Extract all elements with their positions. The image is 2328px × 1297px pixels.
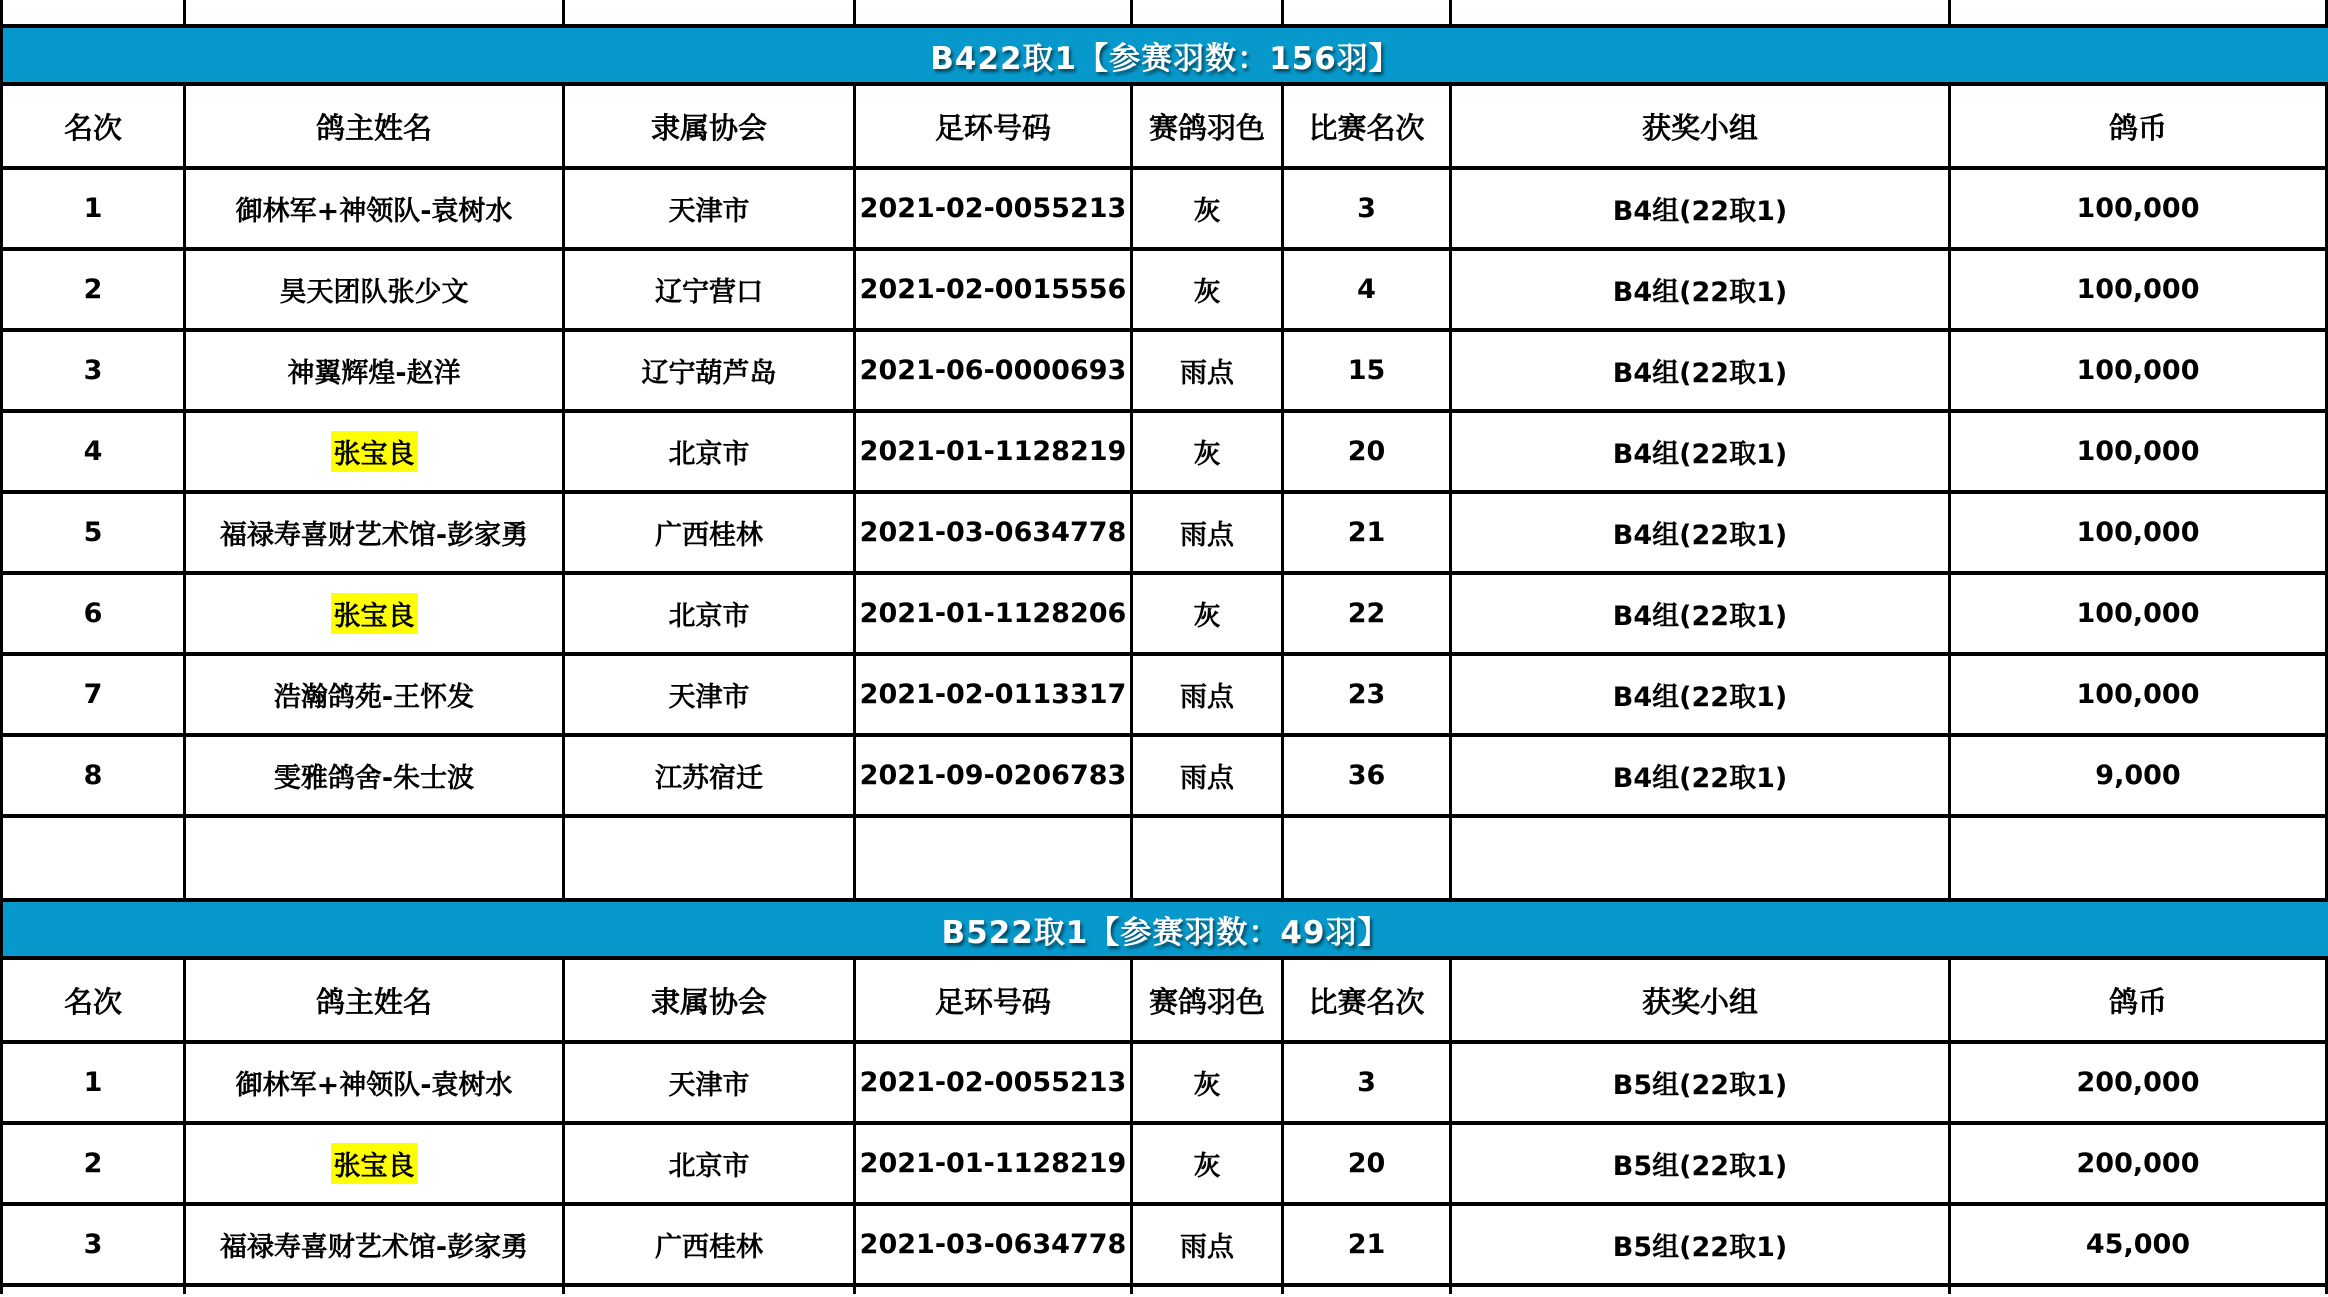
table-row — [3, 1125, 2328, 1206]
cell-feather-color: 灰 — [1133, 1125, 1284, 1206]
cell-empty-feather-color — [1133, 1287, 1284, 1294]
cell-owner: 雯雅鸽舍-朱士波 — [186, 737, 565, 818]
cell-owner: 浩瀚鸽苑-王怀发 — [186, 656, 565, 737]
column-header-award-group: 获奖小组 — [1452, 960, 1951, 1044]
column-header-owner: 鸽主姓名 — [186, 960, 565, 1044]
cell-empty-award-group — [1452, 0, 1951, 28]
cell-owner: 福禄寿喜财艺术馆-彭家勇 — [186, 1206, 565, 1287]
cell-feather-color: 灰 — [1133, 251, 1284, 332]
cell-empty-feather-color — [1133, 818, 1284, 902]
cell-award-group: B4组(22取1) — [1452, 656, 1951, 737]
cell-prize: 100,000 — [1951, 494, 2328, 575]
column-header-prize: 鸽币 — [1951, 960, 2328, 1044]
cell-prize: 9,000 — [1951, 737, 2328, 818]
table-row — [3, 332, 2328, 413]
table-row — [3, 575, 2328, 656]
cell-ring-number: 2021-02-0113317 — [856, 656, 1133, 737]
cell-empty-owner — [186, 1287, 565, 1294]
cell-association: 广西桂林 — [565, 494, 856, 575]
table-row — [3, 413, 2328, 494]
cell-ring-number: 2021-01-1128219 — [856, 413, 1133, 494]
cell-race-rank: 23 — [1284, 656, 1452, 737]
cell-rank: 4 — [3, 413, 186, 494]
cell-rank: 2 — [3, 1125, 186, 1206]
section-title: B422取1【参赛羽数：156羽】 — [3, 28, 2328, 86]
cell-association: 广西桂林 — [565, 1206, 856, 1287]
cell-owner — [186, 1125, 565, 1206]
cell-rank: 1 — [3, 170, 186, 251]
column-header-owner: 鸽主姓名 — [186, 86, 565, 170]
cell-race-rank: 20 — [1284, 413, 1452, 494]
cell-prize: 45,000 — [1951, 1206, 2328, 1287]
cell-empty-prize — [1951, 0, 2328, 28]
cell-owner: 御林军+神领队-袁树水 — [186, 170, 565, 251]
cell-race-rank: 21 — [1284, 1206, 1452, 1287]
cell-prize: 200,000 — [1951, 1044, 2328, 1125]
cell-empty-feather-color — [1133, 0, 1284, 28]
cell-empty-ring-number — [856, 1287, 1133, 1294]
cell-association: 北京市 — [565, 413, 856, 494]
column-header-row — [3, 960, 2328, 1044]
cell-rank: 1 — [3, 1044, 186, 1125]
column-header-ring-number: 足环号码 — [856, 960, 1133, 1044]
column-header-race-rank: 比赛名次 — [1284, 86, 1452, 170]
cell-empty-prize — [1951, 1287, 2328, 1294]
cell-ring-number: 2021-09-0206783 — [856, 737, 1133, 818]
cell-prize: 100,000 — [1951, 656, 2328, 737]
section-title: B522取1【参赛羽数：49羽】 — [3, 902, 2328, 960]
cell-award-group: B5组(22取1) — [1452, 1125, 1951, 1206]
cell-empty-association — [565, 818, 856, 902]
cell-feather-color: 灰 — [1133, 413, 1284, 494]
cell-empty-prize — [1951, 818, 2328, 902]
cell-empty-race-rank — [1284, 1287, 1452, 1294]
table-row — [3, 251, 2328, 332]
cell-award-group: B5组(22取1) — [1452, 1044, 1951, 1125]
cell-award-group: B4组(22取1) — [1452, 332, 1951, 413]
cell-feather-color: 雨点 — [1133, 1206, 1284, 1287]
column-header-race-rank: 比赛名次 — [1284, 960, 1452, 1044]
cell-award-group: B5组(22取1) — [1452, 1206, 1951, 1287]
cell-prize: 100,000 — [1951, 413, 2328, 494]
cell-rank: 8 — [3, 737, 186, 818]
cell-empty-race-rank — [1284, 0, 1452, 28]
table-row — [3, 170, 2328, 251]
cell-feather-color: 灰 — [1133, 1044, 1284, 1125]
owner-name-highlighted: 张宝良 — [331, 593, 418, 634]
cell-rank: 2 — [3, 251, 186, 332]
cell-award-group: B4组(22取1) — [1452, 737, 1951, 818]
cell-feather-color: 灰 — [1133, 575, 1284, 656]
cell-rank: 5 — [3, 494, 186, 575]
cell-award-group: B4组(22取1) — [1452, 413, 1951, 494]
cell-race-rank: 21 — [1284, 494, 1452, 575]
cell-feather-color: 雨点 — [1133, 332, 1284, 413]
cell-prize: 100,000 — [1951, 332, 2328, 413]
cell-race-rank: 15 — [1284, 332, 1452, 413]
cell-empty-award-group — [1452, 818, 1951, 902]
column-header-row — [3, 86, 2328, 170]
cell-ring-number: 2021-03-0634778 — [856, 494, 1133, 575]
cell-owner: 昊天团队张少文 — [186, 251, 565, 332]
cell-association: 北京市 — [565, 1125, 856, 1206]
column-header-rank: 名次 — [3, 86, 186, 170]
column-header-award-group: 获奖小组 — [1452, 86, 1951, 170]
cell-rank: 7 — [3, 656, 186, 737]
owner-name-highlighted: 张宝良 — [331, 431, 418, 472]
empty-row — [3, 818, 2328, 902]
cell-owner: 福禄寿喜财艺术馆-彭家勇 — [186, 494, 565, 575]
cell-empty-association — [565, 1287, 856, 1294]
cell-empty-association — [565, 0, 856, 28]
cell-association: 天津市 — [565, 170, 856, 251]
cell-association: 辽宁营口 — [565, 251, 856, 332]
cell-ring-number: 2021-02-0055213 — [856, 1044, 1133, 1125]
cell-race-rank: 36 — [1284, 737, 1452, 818]
cell-ring-number: 2021-02-0055213 — [856, 170, 1133, 251]
cell-ring-number: 2021-06-0000693 — [856, 332, 1133, 413]
cell-race-rank: 3 — [1284, 170, 1452, 251]
cell-association: 江苏宿迁 — [565, 737, 856, 818]
cell-empty-owner — [186, 818, 565, 902]
table-row — [3, 1206, 2328, 1287]
cell-prize: 100,000 — [1951, 251, 2328, 332]
cell-ring-number: 2021-03-0634778 — [856, 1206, 1133, 1287]
cell-race-rank: 4 — [1284, 251, 1452, 332]
cell-race-rank: 22 — [1284, 575, 1452, 656]
cell-empty-ring-number — [856, 818, 1133, 902]
cell-ring-number: 2021-02-0015556 — [856, 251, 1133, 332]
cell-award-group: B4组(22取1) — [1452, 170, 1951, 251]
cell-association: 天津市 — [565, 1044, 856, 1125]
cell-association: 北京市 — [565, 575, 856, 656]
cell-empty-rank — [3, 0, 186, 28]
column-header-association: 隶属协会 — [565, 86, 856, 170]
cell-rank: 3 — [3, 1206, 186, 1287]
table-row — [3, 656, 2328, 737]
column-header-association: 隶属协会 — [565, 960, 856, 1044]
cell-association: 辽宁葫芦岛 — [565, 332, 856, 413]
cell-prize: 200,000 — [1951, 1125, 2328, 1206]
column-header-rank: 名次 — [3, 960, 186, 1044]
cell-award-group: B4组(22取1) — [1452, 251, 1951, 332]
table-row — [3, 737, 2328, 818]
cell-empty-rank — [3, 818, 186, 902]
cell-empty-ring-number — [856, 0, 1133, 28]
column-header-feather-color: 赛鸽羽色 — [1133, 960, 1284, 1044]
cell-empty-rank — [3, 1287, 186, 1294]
owner-name-highlighted: 张宝良 — [331, 1143, 418, 1184]
partial-row-bottom — [3, 1287, 2328, 1294]
cell-owner: 神翼辉煌-赵洋 — [186, 332, 565, 413]
cell-feather-color: 雨点 — [1133, 494, 1284, 575]
cell-empty-race-rank — [1284, 818, 1452, 902]
cell-association: 天津市 — [565, 656, 856, 737]
cell-owner: 御林军+神领队-袁树水 — [186, 1044, 565, 1125]
cell-award-group: B4组(22取1) — [1452, 575, 1951, 656]
table-row — [3, 1044, 2328, 1125]
cell-ring-number: 2021-01-1128219 — [856, 1125, 1133, 1206]
cell-award-group: B4组(22取1) — [1452, 494, 1951, 575]
cell-empty-award-group — [1452, 1287, 1951, 1294]
column-header-ring-number: 足环号码 — [856, 86, 1133, 170]
cell-prize: 100,000 — [1951, 575, 2328, 656]
cell-rank: 6 — [3, 575, 186, 656]
cell-feather-color: 雨点 — [1133, 737, 1284, 818]
cell-feather-color: 雨点 — [1133, 656, 1284, 737]
cell-race-rank: 3 — [1284, 1044, 1452, 1125]
partial-row-top — [3, 0, 2328, 28]
cell-owner — [186, 575, 565, 656]
cell-empty-owner — [186, 0, 565, 28]
column-header-feather-color: 赛鸽羽色 — [1133, 86, 1284, 170]
column-header-prize: 鸽币 — [1951, 86, 2328, 170]
cell-race-rank: 20 — [1284, 1125, 1452, 1206]
cell-rank: 3 — [3, 332, 186, 413]
cell-owner — [186, 413, 565, 494]
cell-ring-number: 2021-01-1128206 — [856, 575, 1133, 656]
cell-prize: 100,000 — [1951, 170, 2328, 251]
table-row — [3, 494, 2328, 575]
cell-feather-color: 灰 — [1133, 170, 1284, 251]
